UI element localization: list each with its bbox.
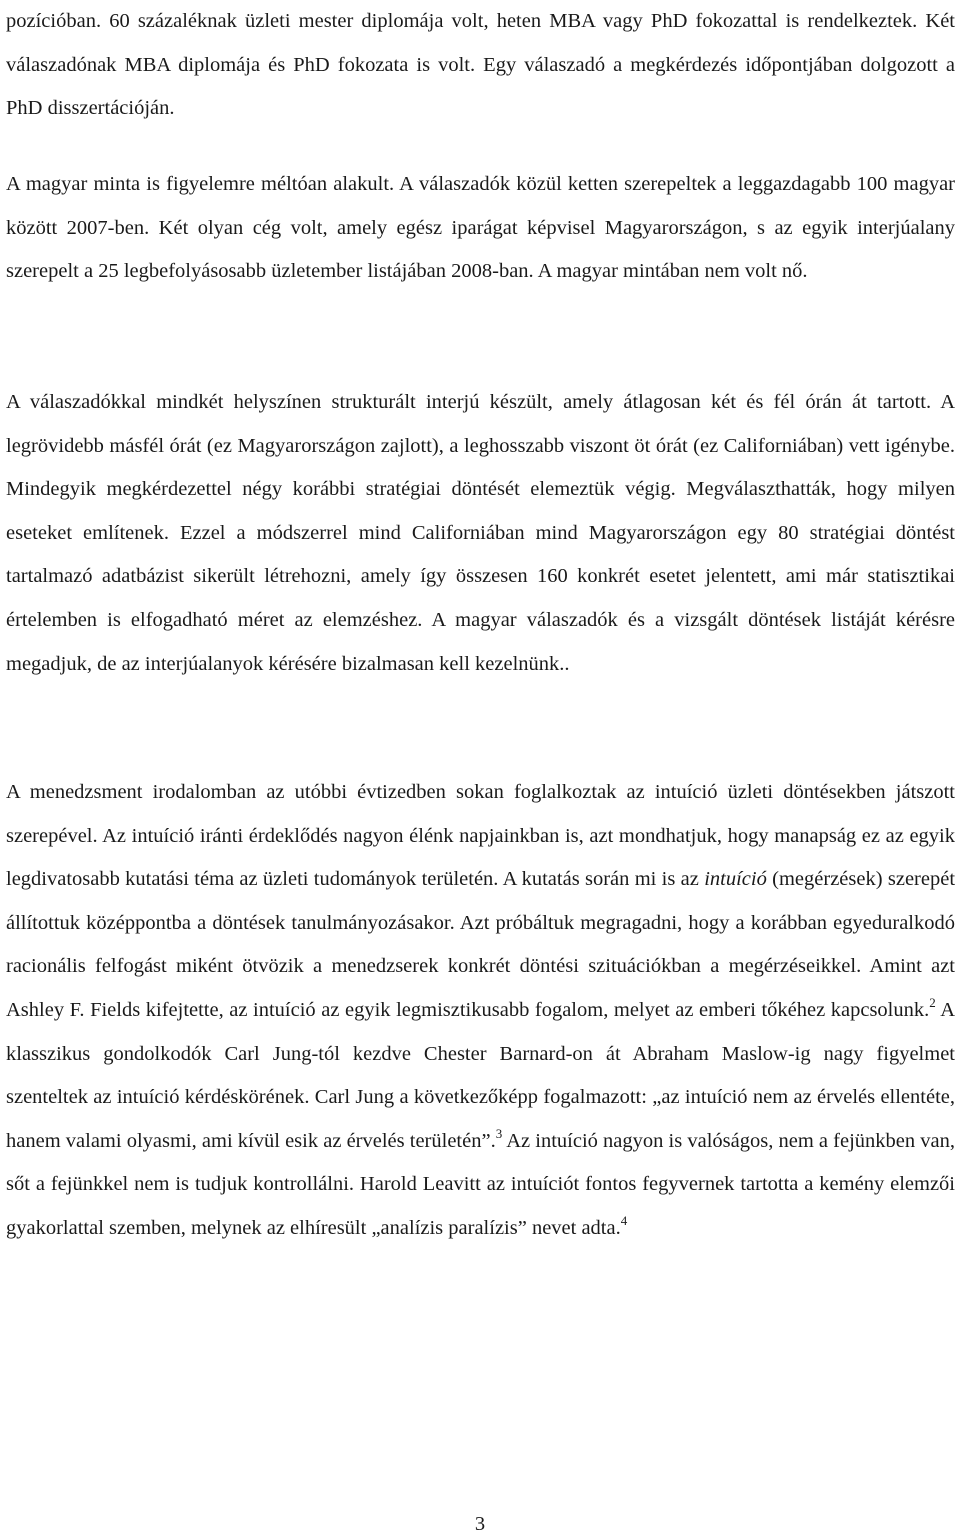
paragraph-respondent-qualifications: pozícióban. 60 százaléknak üzleti mester diplomája volt, heten MBA vagy PhD fokozattal is rendelkeztek. Két válaszadónak MBA diplomája és PhD fokozata is volt. Egy válaszadó a megkérdezés időpontjában dolgozott a PhD disszertációján. (6, 10, 955, 120)
footnote-marker-2[interactable]: 2 (929, 994, 936, 1010)
paragraph-hungarian-sample: A magyar minta is figyelemre méltóan alakult. A válaszadók közül ketten szerepeltek a leggazdagabb 100 magyar között 2007-ben. Két olyan cég volt, amely egész iparágat képvisel Magyarországon, s az egyik interjúalany szerepelt a 25 legbefolyásosabb üzletember listájában 2008-ban. A magyar mintában nem volt nő. (6, 173, 955, 283)
page-number: 3 (474, 1513, 486, 1535)
intuition-text-part-3: A klasszikus gondolkodók Carl Jung-tól kezdve Chester Barnard-on át Abraham Maslow-ig nagy figyelmet szenteltek az intuíció kérdéskörének. Carl Jung a következőképp fogalmazott: „az intuíció nem az érvelés ellentéte, hanem valami olyasmi, ami kívül esik az érvelés területén”. (6, 998, 956, 1152)
intuition-text-part-2: (megérzések) szerepét állítottuk középpontba a döntések tanulmányozásakor. Azt próbáltuk megragadni, hogy a korábban egyeduralkodó racionális felfogást miként ötvözik a menedzserek konkrét döntési szituációkban a megérzéseikkel. Amint azt Ashley F. Fields kifejtette, az intuíció az egyik legmisztikusabb fogalom, melyet az emberi tőkéhez kapcsolunk. (6, 868, 956, 1021)
footnote-marker-3[interactable]: 3 (495, 1125, 503, 1141)
intuition-text-part-1: A menedzsment irodalomban az utóbbi évtizedben sokan foglalkoztak az intuíció üzleti döntésekben játszott szerepével. Az intuíció iránti érdeklődés nagyon élénk napjainkban is, azt mondhatjuk, hogy manapság ez az egyik legdivatosabb kutatási téma az üzleti tudományok területén. A kutatás során mi is az (6, 781, 955, 891)
footnote-marker-4[interactable]: 4 (620, 1212, 628, 1228)
italic-term-intuition: intuíció (704, 868, 767, 891)
intuition-text-part-4: Az intuíció nagyon is valóságos, nem a fejünkben van, sőt a fejünkkel nem is tudjuk kontrollálni. Harold Leavitt az intuíciót fontos fegyvernek tartotta a kemény elemzői gyakorlattal szemben, melynek az elhíresült „analízis paralízis” nevet adta. (6, 1129, 955, 1239)
paragraph-intuition-literature (6, 771, 955, 1251)
paragraph-interview-method: A válaszadókkal mindkét helyszínen strukturált interjú készült, amely átlagosan két és fél órán át tartott. A legrövidebb másfél órát (ez Magyarországon zajlott), a leghosszabb viszont öt órát (ez Californiában) vett igénybe. Mindegyik megkérdezettel négy korábbi stratégiai döntését elemeztük végig. Megválaszthatták, hogy milyen eseteket említenek. Ezzel a módszerrel mind Californiában mind Magyarországon egy 80 stratégiai döntést tartalmazó adatbázist sikerült létrehozni, amely így összesen 160 konkrét esetet jelentett, ami már statisztikai értelemben is elfogadható méret az elemzéshez. A magyar válaszadók és a vizsgált döntések listáját kérésre megadjuk, de az interjúalanyok kérésére bizalmasan kell kezelnünk.. (6, 391, 955, 675)
